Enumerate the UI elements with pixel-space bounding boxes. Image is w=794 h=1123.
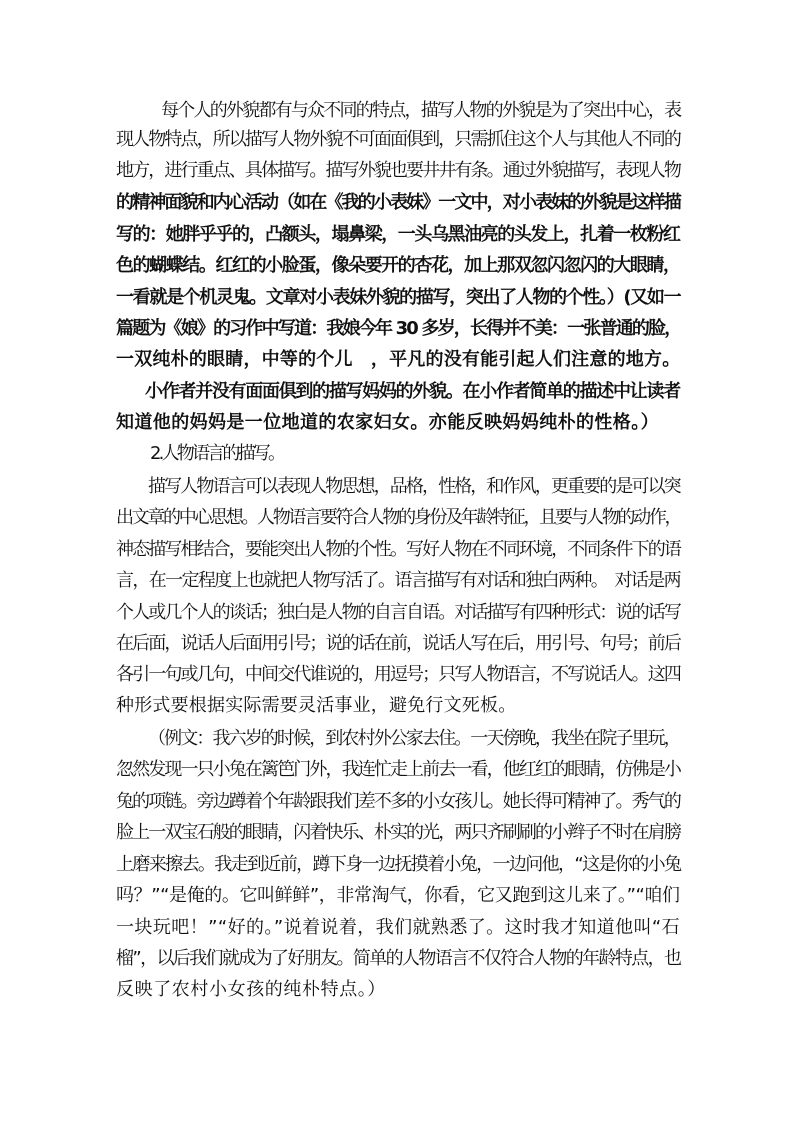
appearance-intro-line-6: 色的蝴蝶结。红红的小脸蛋，像朵要开的杏花，加上那双忽闪忽闪的大眼睛， [116, 255, 680, 276]
appearance-intro-line-4: 的精神面貌和内心活动（如在《我的小表妹》一文中，对小表妹的外貌是这样描 [116, 192, 680, 213]
appearance-intro-line-1: 每个人的外貌都有与众不同的特点，描写人物的外貌是为了突出中心，表 [161, 100, 681, 121]
language-example-line-3: 兔的项链。旁边蹲着个年龄跟我们差不多的小女孩儿。她长得可精神了。秀气的 [116, 791, 680, 812]
language-example-line-5: 上磨来擦去。我走到近前，蹲下身一边抚摸着小兔，一边问他，“这是你的小兔 [116, 854, 681, 875]
language-example-line-4: 脸上一双宝石般的眼睛，闪着快乐、朴实的光，两只齐刷刷的小辫子不时在肩膀 [116, 822, 680, 843]
language-description-line-4: 言，在一定程度上也就把人物写活了。语言描写有对话和独白两种。 对话是两 [116, 570, 680, 591]
language-description-line-3: 神态描写相结合，要能突出人物的个性。写好人物在不同环境，不同条件下的语 [116, 539, 680, 560]
language-description-line-2: 出文章的中心思想。人物语言要符合人物的身份及年龄特征，且要与人物的动作， [116, 507, 681, 528]
appearance-intro-line-9: 一双纯朴的眼睛，中等的个儿 ，平凡的没有能引起人们注意的地方。 [116, 349, 681, 370]
language-description-line-8: 种形式要根据实际需要灵活事业，避免行文死板。 [116, 695, 517, 716]
language-description-line-1: 描写人物语言可以表现人物思想，品格，性格，和作风，更重要的是可以突 [148, 476, 680, 497]
language-example-line-7: 一块玩吧！”“好的。”说着说着，我们就熟悉了。这时我才知道他叫“石 [116, 917, 681, 938]
language-example-line-8: 榴”，以后我们就成为了好朋友。简单的人物语言不仅符合人物的年龄特点，也 [116, 948, 681, 969]
appearance-intro-line-8: 篇题为《娘》的习作中写道：我娘今年 30 多岁，长得并不美：一张普通的脸， [116, 318, 681, 339]
appearance-intro-line-3: 地方，进行重点、具体描写。描写外貌也要井井有条。通过外貌描写，表现人物 [116, 160, 680, 181]
language-example-line-1: （例文：我六岁的时候，到农村外公家去住。一天傍晚，我坐在院子里玩， [148, 728, 680, 749]
appearance-comment-line-1: 小作者并没有面面俱到的描写妈妈的外貌。在小作者简单的描述中让读者 [145, 381, 680, 402]
appearance-intro-line-2: 现人物特点，所以描写人物外貌不可面面俱到，只需抓住这个人与其他人不同的 [116, 129, 680, 150]
language-description-line-7: 各引一句或几句，中间交代谁说的，用逗号；只写人物语言，不写说话人。这四 [116, 664, 680, 685]
language-description-line-5: 个人或几个人的谈话；独白是人物的自言自语。对话描写有四种形式：说的话写 [116, 602, 680, 623]
appearance-intro-line-7: 一看就是个机灵鬼。文章对小表妹外貌的描写，突出了人物的个性。）(又如一 [116, 287, 681, 308]
appearance-intro-line-5: 写的：她胖乎乎的，凸额头，塌鼻梁，一头乌黑油亮的头发上，扎着一枚粉红 [116, 224, 680, 245]
language-example-line-9: 反映了农村小女孩的纯朴特点。） [116, 979, 386, 1000]
section-heading: 2.人物语言的描写。 [150, 443, 284, 464]
language-example-line-6: 吗？”“是俺的。它叫鲜鲜”，非常淘气，你看，它又跑到这儿来了。”“咱们 [116, 885, 680, 906]
appearance-comment-line-2: 知道他的妈妈是一位地道的农家妇女。亦能反映妈妈纯朴的性格。） [116, 412, 659, 433]
language-description-line-6: 在后面，说话人后面用引号；说的话在前，说话人写在后，用引号、句号；前后 [116, 633, 680, 654]
language-example-line-2: 忽然发现一只小兔在篱笆门外，我连忙走上前去一看，他红红的眼睛，仿佛是小 [116, 759, 680, 780]
